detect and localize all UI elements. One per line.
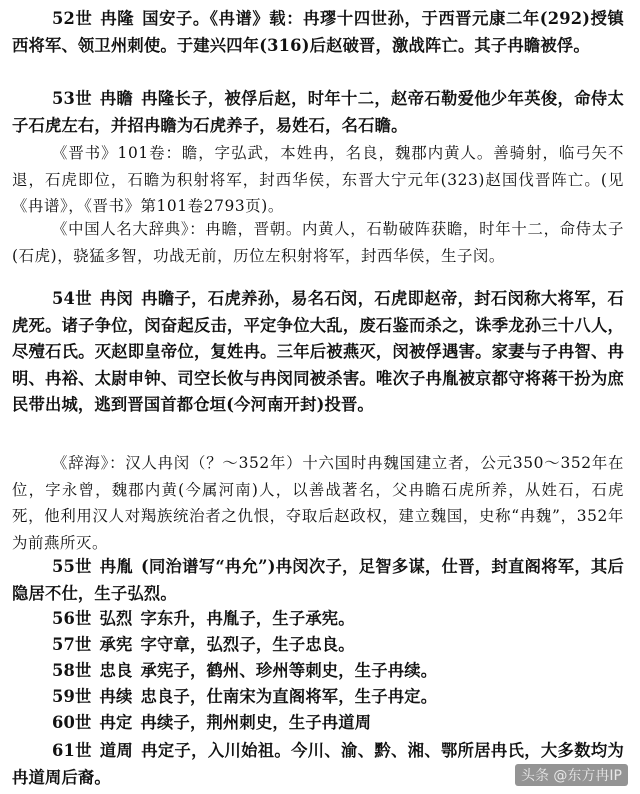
person-name: 承宪 bbox=[99, 635, 133, 654]
paragraph-text: 《中国人名大辞典》：冉瞻，晋朝。内黄人，石勒破阵获瞻，时年十二，命侍太子(石虎)，骁猛多智，功战无前，历位左积射将军，封西华侯，生子闵。 bbox=[12, 220, 624, 265]
person-name: 道周 bbox=[99, 741, 134, 760]
generation-label: 56世 bbox=[52, 609, 92, 628]
person-name: 冉闵 bbox=[99, 289, 134, 308]
paragraph-gen-60 bbox=[12, 710, 624, 737]
generation-label: 57世 bbox=[52, 635, 92, 654]
paragraph-gen-55 bbox=[12, 554, 624, 607]
generation-label: 54世 bbox=[52, 289, 92, 308]
paragraph-text: 字东升，冉胤子，生子承宪。 bbox=[140, 609, 355, 628]
paragraph-quote-dictionary bbox=[12, 216, 624, 269]
generation-label: 60世 bbox=[52, 713, 92, 732]
generation-label: 61世 bbox=[52, 741, 92, 760]
person-name: 忠良 bbox=[99, 661, 133, 680]
generation-label: 58世 bbox=[52, 661, 92, 680]
paragraph-text: 冉隆长子，被俘后赵，时年十二，赵帝石勒爱他少年英俊，命侍太子石虎左右，并招冉瞻为石虎养子，易姓石，名石瞻。 bbox=[12, 89, 624, 135]
paragraph-gen-58 bbox=[12, 658, 624, 685]
person-name: 冉定 bbox=[99, 713, 133, 732]
generation-label: 59世 bbox=[52, 687, 92, 706]
paragraph-gen-52 bbox=[12, 6, 624, 59]
paragraph-gen-56 bbox=[12, 606, 624, 633]
person-name: 冉胤 bbox=[99, 557, 133, 576]
paragraph-text: 冉续子，荆州刺史，生子冉道周 bbox=[140, 713, 372, 732]
paragraph-text: 忠良子，仕南宋为直阁将军，生子冉定。 bbox=[140, 687, 438, 706]
paragraph-text: 《晋书》101卷：瞻，字弘武，本姓冉，名良，魏郡内黄人。善骑射，临弓矢不退，石虎即位，石瞻为积射将军，封西华侯，东晋大宁元年(323)赵国伐晋阵亡。(见《冉谱》，《晋书》第101卷2793页)。 bbox=[12, 144, 624, 215]
person-name: 冉续 bbox=[99, 687, 133, 706]
paragraph-text: 冉定子，入川始祖。今川、渝、黔、湘、鄂所居冉氏，大多数均为冉道周后裔。 bbox=[12, 741, 624, 787]
paragraph-gen-57 bbox=[12, 632, 624, 659]
paragraph-gen-54 bbox=[12, 286, 624, 419]
paragraph-text: 承宪子，鹤州、珍州等刺史，生子冉续。 bbox=[140, 661, 438, 680]
paragraph-text: (同治谱写“冉允”)冉闵次子，足智多谋，仕晋，封直阁将军，其后隐居不仕，生子弘烈。 bbox=[12, 557, 625, 603]
paragraph-text: 《辞海》：汉人冉闵（？～352年）十六国时冉魏国建立者，公元350～352年在位，字永曾，魏郡内黄(今属河南)人，以善战著名，父冉瞻石虎所养，从姓石，石虎死，他利用汉人对羯族统治者之仇恨，夺取后赵政权，建立魏国，史称“冉魏”，352年为前燕所灭。 bbox=[12, 454, 624, 552]
person-name: 冉瞻 bbox=[99, 89, 134, 108]
source-watermark: 头条 @东方冉IP bbox=[515, 764, 628, 786]
generation-label: 52世 bbox=[52, 9, 93, 28]
person-name: 弘烈 bbox=[99, 609, 133, 628]
person-name: 冉隆 bbox=[100, 9, 135, 28]
paragraph-gen-53 bbox=[12, 86, 624, 139]
generation-label: 53世 bbox=[52, 89, 92, 108]
paragraph-quote-jinshu bbox=[12, 140, 624, 220]
paragraph-text: 字守章，弘烈子，生子忠良。 bbox=[140, 635, 355, 654]
paragraph-text: 冉瞻子，石虎养孙，易名石闵，石虎即赵帝，封石闵称大将军，石虎死。诸子争位，闵奋起反击，平定争位大乱，废石鉴而杀之，诛季龙孙三十八人，尽殪石氏。灭赵即皇帝位，复姓冉。三年后被燕灭，闵被俘遇害。家妻与子冉智、冉明、冉裕、太尉申钟、司空长攸与冉闵同被杀害。唯次子冉胤被京都守将蒋干扮为庶民带出城，逃到晋国首都仓垣(今河南开封)投晋。 bbox=[12, 289, 624, 414]
paragraph-text: 国安子。《冉谱》载：冉璆十四世孙，于西晋元康二年(292)授镇西将军、领卫州刺使。于建兴四年(316)后赵破晋，激战阵亡。其子冉瞻被俘。 bbox=[12, 9, 624, 55]
generation-label: 55世 bbox=[52, 557, 92, 576]
paragraph-gen-59 bbox=[12, 684, 624, 711]
paragraph-quote-cihai bbox=[12, 450, 624, 556]
